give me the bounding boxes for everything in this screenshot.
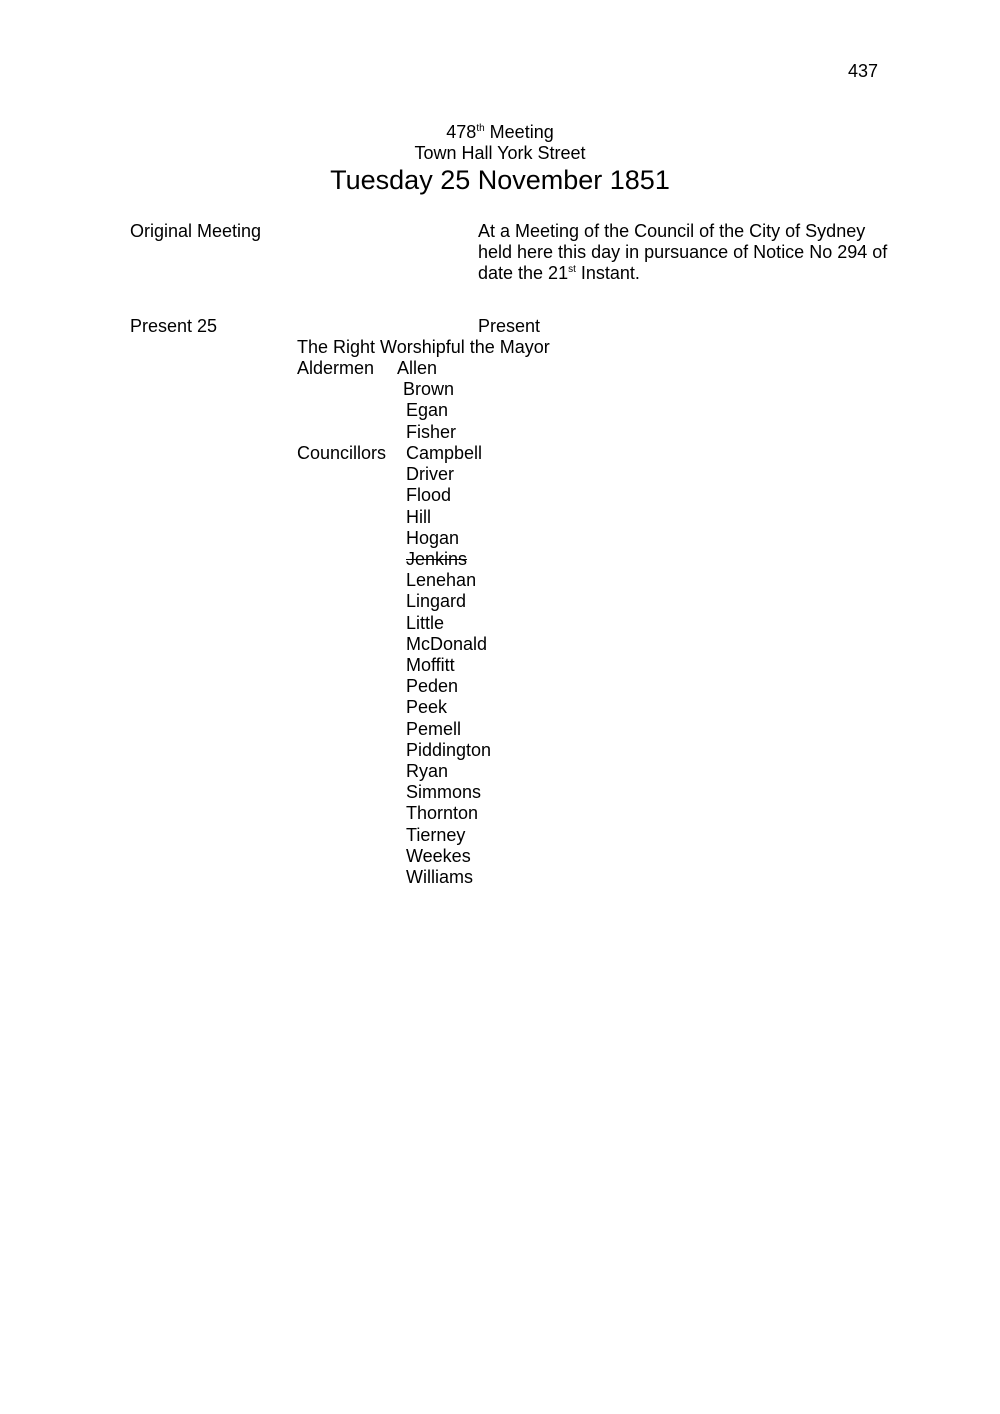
alderman-name: Egan <box>406 400 449 421</box>
intro-line-3-end: Instant. <box>575 263 640 284</box>
meeting-word: Meeting <box>489 122 554 142</box>
alderman-name: Allen <box>397 358 438 378</box>
councillor-name: Peden <box>406 676 459 697</box>
intro-line-3 <box>478 263 918 284</box>
councillor-name: Lenehan <box>406 570 477 591</box>
councillor-name: Moffitt <box>406 655 455 675</box>
intro-line-3-start: date the 21 <box>478 263 569 284</box>
councillor-name: Lingard <box>406 591 467 612</box>
councillor-name: Campbell <box>406 443 483 463</box>
margin-note-present-count: Present 25 <box>130 316 218 336</box>
meeting-number <box>0 122 1000 143</box>
councillor-name: Peek <box>406 697 448 718</box>
present-heading: Present <box>478 316 541 336</box>
mayor-line: The Right Worshipful the Mayor <box>297 337 550 357</box>
meeting-date-title: Tuesday 25 November 1851 <box>330 165 670 195</box>
meeting-number-value: 478 <box>446 122 477 142</box>
intro-paragraph <box>478 221 918 285</box>
councillor-name: McDonald <box>406 633 488 654</box>
margin-note-original-meeting: Original Meeting <box>130 221 262 241</box>
councillor-name: Williams <box>406 867 473 887</box>
councillor-name: Jenkins <box>406 549 468 569</box>
councillor-name: Weekes <box>406 845 471 866</box>
intro-line-1: At a Meeting of the Council of the City of Sydney <box>478 221 866 241</box>
councillor-name: Pemell <box>406 718 462 739</box>
alderman-name: Fisher <box>406 421 457 442</box>
councillor-name: Thornton <box>406 803 479 824</box>
intro-ordinal-suffix: st <box>568 264 576 276</box>
councillor-name: Tierney <box>406 824 466 845</box>
page-number: 437 <box>847 61 878 81</box>
councillors-label: Councillors <box>297 443 387 463</box>
councillor-name: Flood <box>406 485 452 506</box>
alderman-name: Brown <box>403 379 455 400</box>
meeting-number-suffix: th <box>476 123 485 134</box>
councillor-name: Little <box>406 612 445 633</box>
councillor-name: Hill <box>406 506 431 527</box>
intro-line-2: held here this day in pursuance of Notice No 294 of <box>478 242 888 263</box>
councillor-name: Simmons <box>406 782 482 803</box>
councillor-name: Piddington <box>406 739 492 760</box>
aldermen-label: Aldermen <box>297 358 375 378</box>
councillor-name: Driver <box>406 464 454 485</box>
councillor-name: Hogan <box>406 527 460 548</box>
councillor-name: Ryan <box>406 761 449 781</box>
meeting-venue: Town Hall York Street <box>414 143 586 163</box>
